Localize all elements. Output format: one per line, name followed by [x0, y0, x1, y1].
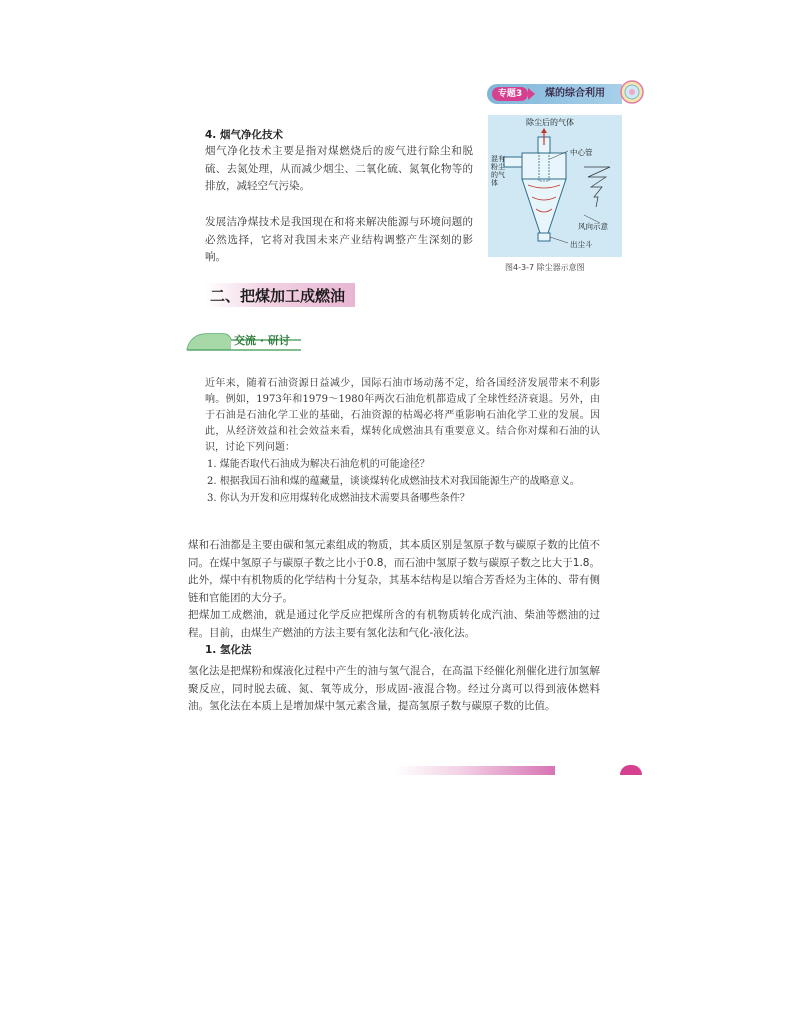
- discussion-intro: 近年来，随着石油资源日益减少，国际石油市场动荡不定，给各国经济发展带来不利影响。例如，1973年和1979～1980年两次石油危机都造成了全球性经济衰退。另外，由于石油是石油化学工业的基础，石油资源的枯竭必将严重影响石油化学工业的发展。因此，从经济效益和社会效益来看，煤转化成燃油具有重要意义。结合你对煤和石油的认识，讨论下列问题：: [205, 378, 600, 453]
- discussion-question-2: 2. 根据我国石油和煤的蕴藏量，谈谈煤转化成燃油技术对我国能源生产的战略意义。: [207, 476, 580, 487]
- chapter-badge: 专题3: [492, 87, 528, 101]
- figure-label-center-pipe: 中心管: [570, 148, 593, 157]
- dust-collector-diagram: [488, 115, 622, 257]
- footer-bar: [395, 766, 555, 775]
- paragraph-flue-gas: 烟气净化技术主要是指对煤燃烧后的废气进行除尘和脱硫、去氮处理，从而减少烟尘、二氧化硫、氮氧化物等的排放，减轻空气污染。: [205, 145, 473, 192]
- dust-collector-figure: [488, 115, 622, 257]
- chapter-logo-icon: [620, 80, 644, 104]
- paragraph-coal-to-oil: 把煤加工成燃油，就是通过化学反应把煤所含的有机物质转化成汽油、柴油等燃油的过程。目前，由煤生产燃油的方法主要有氢化法和气化-液化法。: [188, 609, 600, 639]
- paragraph-clean-coal: 发展洁净煤技术是我国现在和将来解决能源与环境问题的必然选择，它将对我国未来产业结构调整产生深刻的影响。: [205, 216, 473, 263]
- discussion-question-3: 3. 你认为开发和应用煤转化成燃油技术需要具备哪些条件？: [207, 493, 470, 504]
- chapter-arrow-icon: [528, 88, 535, 100]
- chapter-title: 煤的综合利用: [545, 88, 605, 99]
- figure-caption: 图4-3-7 除尘器示意图: [505, 263, 585, 272]
- figure-label-dusty-gas: 混有粉尘的气体: [491, 155, 505, 187]
- sub-heading-hydrogenation: 1. 氢化法: [205, 644, 252, 656]
- paragraph-hydrogenation: 氢化法是把煤粉和煤液化过程中产生的油与氢气混合，在高温下经催化剂催化进行加氢解聚反应，同时脱去硫、氮、氧等成分，形成固-液混合物。经过分离可以得到液体燃料油。氢化法在本质上是增加煤中氢元素含量，提高氢原子数与碳原子数的比值。: [188, 665, 600, 712]
- discussion-question-1: 1. 煤能否取代石油成为解决石油危机的可能途径？: [207, 459, 430, 470]
- figure-label-dust-hopper: 出尘斗: [570, 240, 593, 249]
- paragraph-coal-oil-difference: 煤和石油都是主要由碳和氢元素组成的物质，其本质区别是氢原子数与碳原子数的比值不同。在煤中氢原子与碳原子数之比小于0.8，而石油中氢原子数与碳原子数之比大于1.8。此外，煤中有机物质的化学结构十分复杂，其基本结构是以缩合芳香烃为主体的、带有侧链和官能团的大分子。: [188, 539, 600, 604]
- figure-label-clean-gas: 除尘后的气体: [526, 118, 574, 127]
- section-heading-flue-gas: 4. 烟气净化技术: [205, 129, 283, 141]
- figure-label-wind-direction: 风向示意: [578, 222, 608, 231]
- discussion-label: 交流 · 研讨: [234, 334, 290, 347]
- footer-page-tab: [620, 765, 642, 775]
- section-title: 二、把煤加工成燃油: [210, 287, 346, 305]
